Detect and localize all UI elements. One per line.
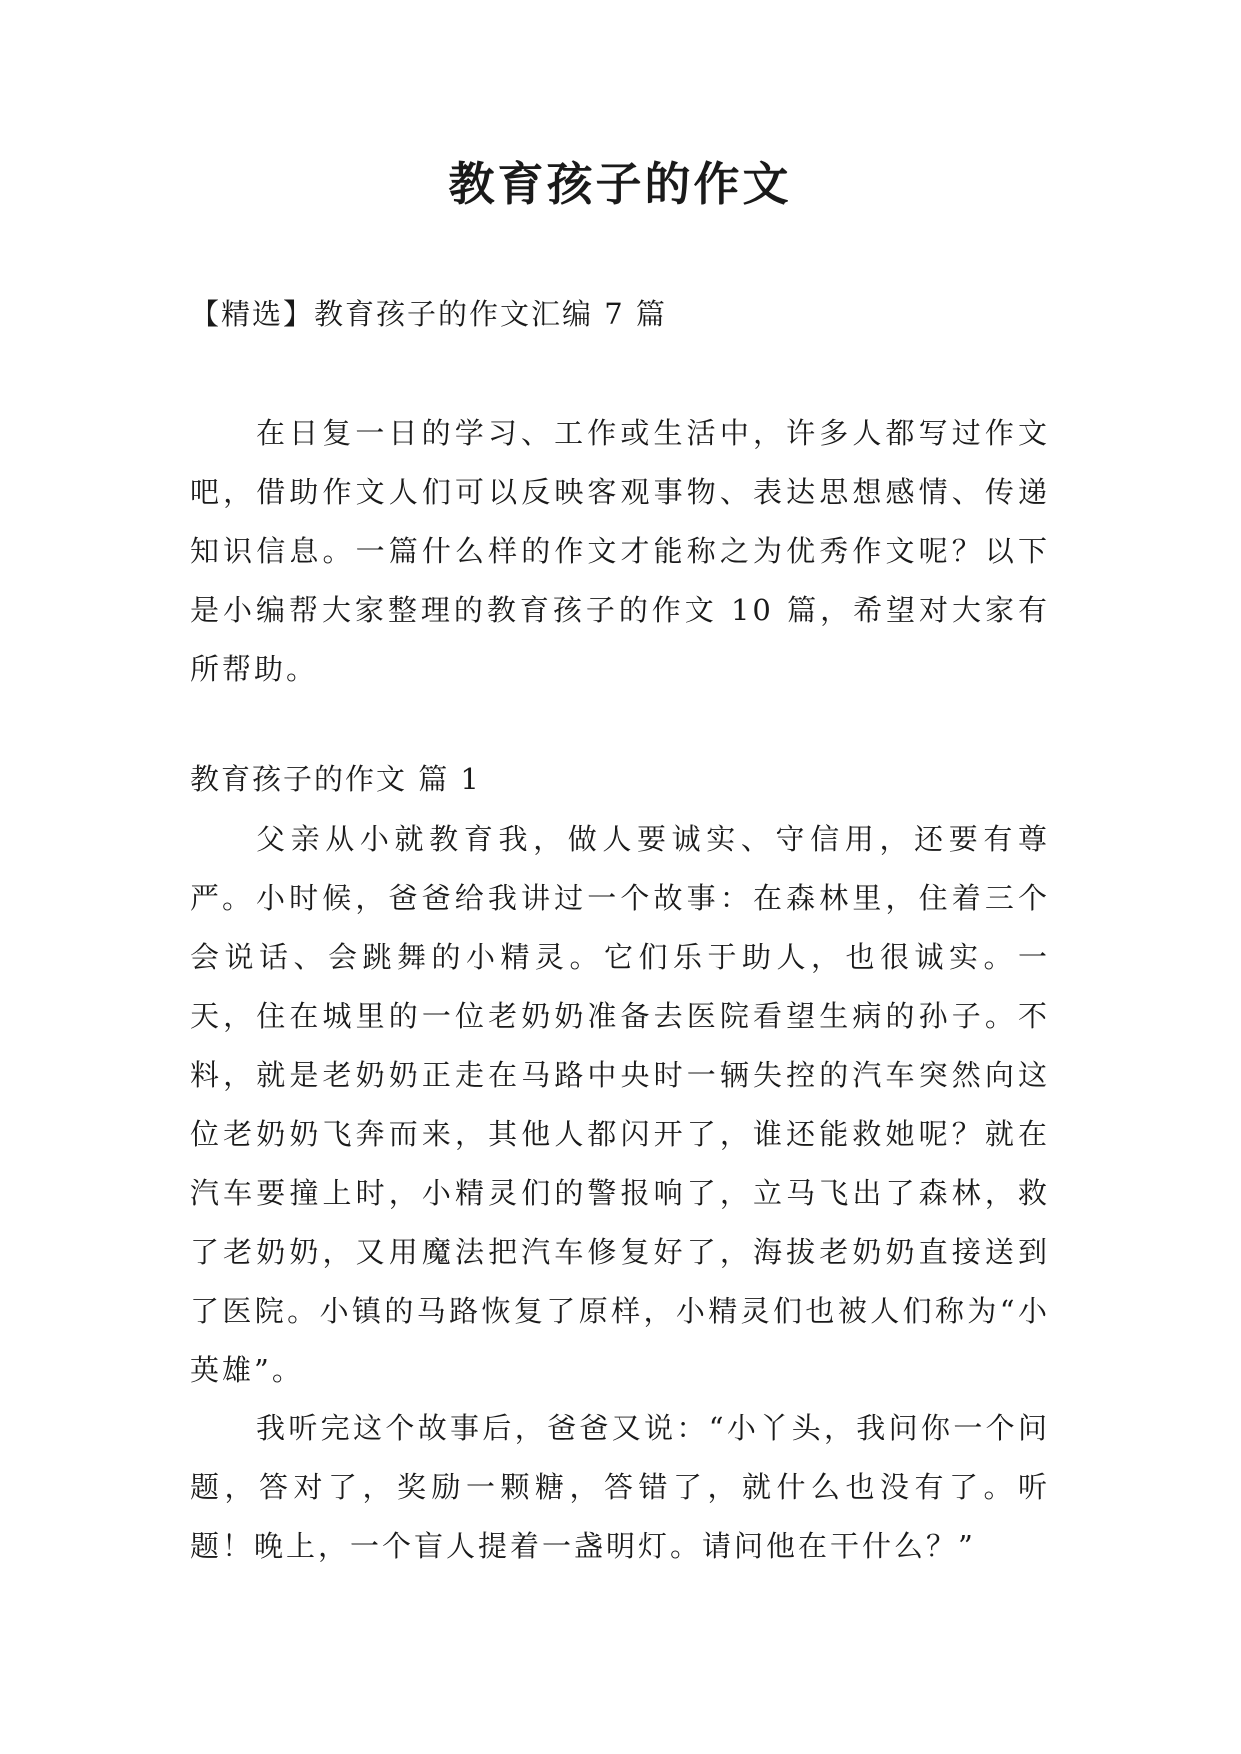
document-title: 教育孩子的作文: [448, 157, 792, 211]
body-paragraph: 父亲从小就教育我，做人要诚实、守信用，还要有尊严。: [190, 822, 1050, 915]
document-page: [190, 0, 1050, 1754]
body-paragraph: 小时候，爸爸给我讲过一个故事：在森林里，住着三个会说话、会跳舞的小精灵。它们乐于助人，也很诚实。一天，住在城里的一位老奶奶准备去医院看望生病的孙子。不料，就是老奶奶正走在马路中央时一辆失控的汽车突然向这位老奶奶飞奔而来，其他人都闪开了，谁还能救她呢？就在汽车要撞上时，小精灵们的警报响了，立马飞出了森林，救了老奶奶，又用魔法把汽车修复好了，海拔老奶奶直接送到了医院。小镇的马路恢复了原样，小精灵们也被人们称为“小英雄”。: [190, 881, 1050, 1387]
document-subtitle: 【精选】教育孩子的作文汇编 7 篇: [190, 297, 667, 331]
section-heading: 教育孩子的作文 篇 1: [190, 762, 481, 796]
body-paragraph: 我听完这个故事后，爸爸又说：“小丫头，我问你一个问题，答对了，奖励一颗糖，答错了，就什么也没有了。听题！晚上，一个盲人提着一盏明灯。请问他在干什么？”: [190, 1411, 1050, 1563]
intro-paragraph: 在日复一日的学习、工作或生活中，许多人都写过作文吧，借助作文人们可以反映客观事物、表达思想感情、传递知识信息。一篇什么样的作文才能称之为优秀作文呢？以下是小编帮大家整理的教育孩子的作文 10 篇，希望对大家有所帮助。: [190, 416, 1050, 686]
